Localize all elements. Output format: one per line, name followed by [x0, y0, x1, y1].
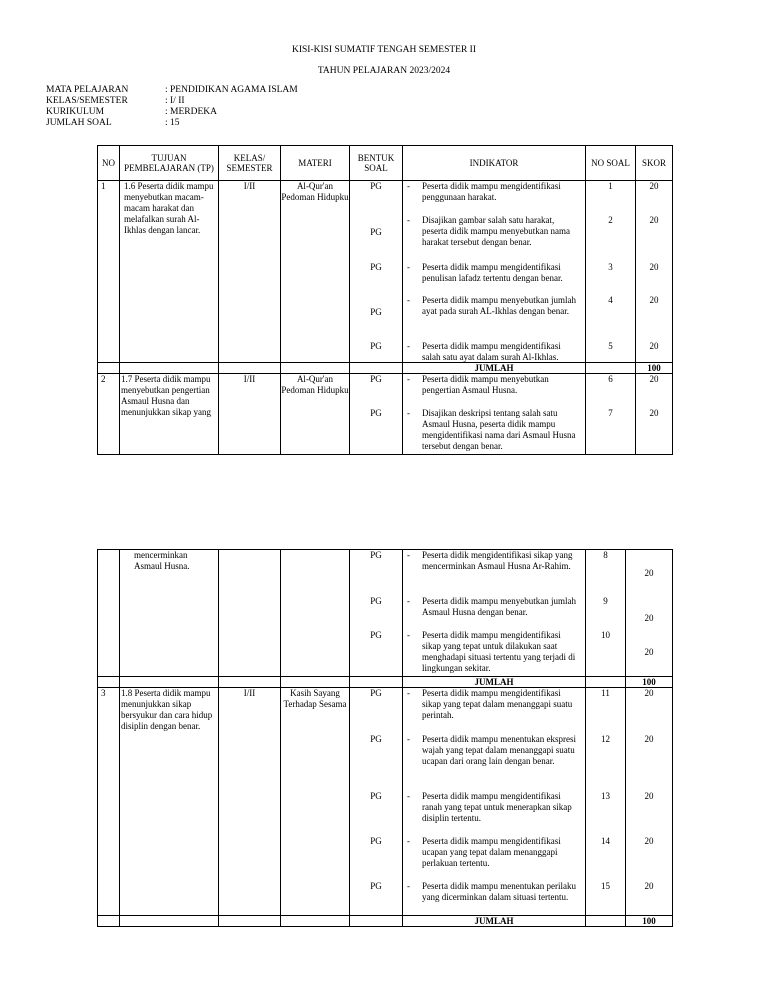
meta-row: [46, 96, 298, 107]
skor: 20: [644, 568, 654, 578]
no-soal: 5: [608, 341, 613, 351]
bentuk-soal: PG: [370, 734, 382, 744]
skor: 20: [644, 881, 654, 891]
indikator-text: Peserta didik mampu mengidentifikasi sikap yang tepat dalam menanggapi suatu perintah.: [422, 688, 573, 720]
learning-objective: 1.6 Peserta didik mampu menyebutkan macam-macam harakat dan melafalkan surah Al-Ikhlas dengan lancar.: [120, 181, 219, 363]
bullet-dash: -: [407, 550, 410, 560]
header-row: [98, 146, 673, 181]
skor-cell: [636, 374, 673, 455]
indikator-cell: [403, 181, 586, 363]
meta-key: KELAS/SEMESTER: [46, 96, 128, 106]
no-soal: 10: [601, 630, 610, 640]
bentuk-soal: PG: [370, 181, 382, 191]
no-soal-cell: [586, 374, 636, 455]
bentuk-soal-cell: [350, 374, 403, 455]
indikator-item: [403, 215, 585, 248]
bentuk-soal-cell: [350, 181, 403, 363]
total-label: JUMLAH: [403, 916, 586, 927]
no-soal: 7: [608, 408, 613, 418]
col-skor-header: SKOR: [636, 146, 673, 181]
table-row: [98, 181, 673, 363]
bentuk-soal: PG: [370, 262, 382, 272]
meta-value: : PENDIDIKAN AGAMA ISLAM: [165, 85, 298, 95]
indikator-item: [403, 408, 585, 452]
bullet-dash: -: [407, 374, 410, 384]
col-indikator-header: INDIKATOR: [403, 146, 586, 181]
col-nosoal-header: NO SOAL: [586, 146, 636, 181]
learning-objective: mencerminkan Asmaul Husna.: [120, 550, 219, 677]
row-number: 2: [98, 374, 120, 455]
no-soal: 2: [608, 215, 613, 225]
bentuk-soal: PG: [370, 596, 382, 606]
no-soal-cell: [586, 550, 626, 677]
indikator-text: Peserta didik mampu mengidentifikasi penulisan lafadz tertentu dengan benar.: [422, 262, 563, 283]
bullet-dash: -: [407, 734, 410, 744]
indikator-text: Peserta didik mampu mengidentifikasi salah satu ayat dalam surah Al-Ikhlas.: [422, 341, 561, 362]
bullet-dash: -: [407, 836, 410, 846]
total-row: [98, 677, 673, 688]
meta-key: JUMLAH SOAL: [46, 118, 112, 128]
indikator-item: [403, 341, 585, 363]
bentuk-soal: PG: [370, 307, 382, 317]
table-row: [98, 688, 673, 916]
indikator-item: [403, 836, 585, 869]
skor: 20: [644, 647, 654, 657]
bullet-dash: -: [407, 688, 410, 698]
skor: 20: [649, 215, 659, 225]
indikator-item: [403, 181, 585, 203]
bullet-dash: -: [407, 215, 410, 225]
meta-row: [46, 118, 298, 129]
kisi-kisi-table-part1: [97, 145, 673, 455]
bentuk-soal: PG: [370, 881, 382, 891]
indikator-text: Peserta didik mampu mengidentifikasi penggunaan harakat.: [422, 181, 561, 202]
indikator-item: [403, 596, 585, 618]
indikator-text: Peserta didik mengidentifikasi sikap yang mencerminkan Asmaul Husna Ar-Rahim.: [422, 550, 573, 571]
kisi-kisi-table-part2: [97, 549, 673, 927]
col-tp-header: TUJUAN PEMBELAJARAN (TP): [120, 146, 219, 181]
skor: 20: [644, 688, 654, 698]
skor: 20: [649, 374, 659, 384]
bullet-dash: -: [407, 791, 410, 801]
skor: 20: [649, 295, 659, 305]
total-value: 100: [636, 363, 673, 374]
bentuk-soal: PG: [370, 341, 382, 351]
skor: 20: [649, 181, 659, 191]
no-soal: 6: [608, 374, 613, 384]
total-value: 100: [626, 916, 673, 927]
skor: 20: [644, 734, 654, 744]
skor: 20: [649, 341, 659, 351]
document-title: KISI-KISI SUMATIF TENGAH SEMESTER II: [291, 45, 477, 55]
bullet-dash: -: [407, 408, 410, 418]
row-number: 1: [98, 181, 120, 363]
bullet-dash: -: [407, 596, 410, 606]
skor-cell: [636, 181, 673, 363]
indikator-item: [403, 688, 585, 721]
indikator-text: Disajikan gambar salah satu harakat, peserta didik mampu menyebutkan nama harakat tersebut dengan benar.: [422, 215, 570, 247]
no-soal: 4: [608, 295, 613, 305]
bentuk-soal-cell: [350, 550, 403, 677]
no-soal: 9: [603, 596, 608, 606]
total-row: [98, 363, 673, 374]
indikator-text: Peserta didik mampu menyebutkan jumlah ayat pada surah AL-Ikhlas dengan benar.: [422, 295, 576, 316]
bentuk-soal: PG: [370, 688, 382, 698]
row-number: 3: [98, 688, 120, 916]
indikator-item: [403, 374, 585, 396]
indikator-text: Peserta didik mampu menentukan ekspresi wajah yang tepat dalam menanggapi suatu ucapan dari orang lain dengan benar.: [422, 734, 576, 766]
skor: 20: [644, 836, 654, 846]
meta-value: : I/ II: [165, 96, 185, 106]
meta-value: : MERDEKA: [165, 107, 217, 117]
kelas-semester: I/II: [219, 688, 281, 916]
indikator-cell: [403, 550, 586, 677]
bentuk-soal: PG: [370, 550, 382, 560]
no-soal-cell: [586, 688, 626, 916]
bentuk-soal: PG: [370, 227, 382, 237]
indikator-text: Peserta didik mampu menyebutkan pengertian Asmaul Husna.: [422, 374, 549, 395]
kelas-semester: I/II: [219, 181, 281, 363]
meta-key: MATA PELAJARAN: [46, 85, 129, 95]
no-soal-cell: [586, 181, 636, 363]
no-soal: 1: [608, 181, 613, 191]
indikator-item: [403, 630, 585, 674]
skor: 20: [644, 791, 654, 801]
indikator-item: [403, 262, 585, 284]
indikator-cell: [403, 688, 586, 916]
indikator-item: [403, 881, 585, 903]
bentuk-soal: PG: [370, 791, 382, 801]
bentuk-soal: PG: [370, 408, 382, 418]
skor: 20: [649, 408, 659, 418]
indikator-item: [403, 791, 585, 824]
indikator-item: [403, 734, 585, 767]
col-bentuk-header: BENTUK SOAL: [350, 146, 403, 181]
academic-year: TAHUN PELAJARAN 2023/2024: [317, 66, 451, 76]
indikator-text: Peserta didik mampu menyebutkan jumlah Asmaul Husna dengan benar.: [422, 596, 576, 617]
total-value: 100: [626, 677, 673, 688]
learning-objective: 1.7 Peserta didik mampu menyebutkan pengertian Asmaul Husna dan menunjukkan sikap yang: [120, 374, 219, 455]
indikator-text: Peserta didik mampu mengidentifikasi ranah yang tepat untuk menerapkan sikap disiplin tertentu.: [422, 791, 572, 823]
materi: Kasih Sayang Terhadap Sesama: [281, 688, 350, 916]
bullet-dash: -: [407, 181, 410, 191]
indikator-text: Peserta didik mampu mengidentifikasi ucapan yang tepat dalam menanggapi perlakuan tertentu.: [422, 836, 561, 868]
skor: 20: [644, 613, 654, 623]
meta-block: [46, 85, 298, 129]
meta-row: [46, 85, 298, 96]
no-soal: 8: [603, 550, 608, 560]
total-label: JUMLAH: [403, 363, 586, 374]
skor-cell: [626, 550, 673, 677]
no-soal: 11: [601, 688, 610, 698]
bentuk-soal: PG: [370, 630, 382, 640]
table-row: [98, 550, 673, 677]
no-soal: 15: [601, 881, 610, 891]
bullet-dash: -: [407, 295, 410, 305]
col-materi-header: MATERI: [281, 146, 350, 181]
indikator-item: [403, 295, 585, 317]
materi: Al-Qur'an Pedoman Hidupku: [281, 374, 350, 455]
bullet-dash: -: [407, 630, 410, 640]
no-soal: 3: [608, 262, 613, 272]
no-soal: 12: [601, 734, 610, 744]
total-row: [98, 916, 673, 927]
no-soal: 13: [601, 791, 610, 801]
meta-value: : 15: [165, 118, 180, 128]
col-kelas-header: KELAS/ SEMESTER: [219, 146, 281, 181]
learning-objective: 1.8 Peserta didik mampu menunjukkan sikap bersyukur dan cara hidup disiplin dengan benar.: [120, 688, 219, 916]
indikator-text: Disajikan deskripsi tentang salah satu Asmaul Husna, peserta didik mampu mengidentifikasi nama dari Asmaul Husna tersebut dengan benar.: [422, 408, 576, 451]
meta-key: KURIKULUM: [46, 107, 105, 117]
indikator-item: [403, 550, 585, 572]
skor-cell: [626, 688, 673, 916]
bentuk-soal-cell: [350, 688, 403, 916]
kelas-semester: I/II: [219, 374, 281, 455]
bullet-dash: -: [407, 881, 410, 891]
indikator-text: Peserta didik mampu menentukan perilaku yang dicerminkan dalam situasi tertentu.: [422, 881, 576, 902]
indikator-text: Peserta didik mampu mengidentifikasi sikap yang tepat untuk dilakukan saat menghadapi situasi tertentu yang terjadi di lingkungan sekitar.: [422, 630, 576, 673]
bentuk-soal: PG: [370, 374, 382, 384]
indikator-cell: [403, 374, 586, 455]
col-no-header: NO: [98, 146, 120, 181]
skor: 20: [649, 262, 659, 272]
meta-row: [46, 107, 298, 118]
bentuk-soal: PG: [370, 836, 382, 846]
total-label: JUMLAH: [403, 677, 586, 688]
bullet-dash: -: [407, 341, 410, 351]
table-row: [98, 374, 673, 455]
no-soal: 14: [601, 836, 610, 846]
materi: Al-Qur'an Pedoman Hidupku: [281, 181, 350, 363]
bullet-dash: -: [407, 262, 410, 272]
